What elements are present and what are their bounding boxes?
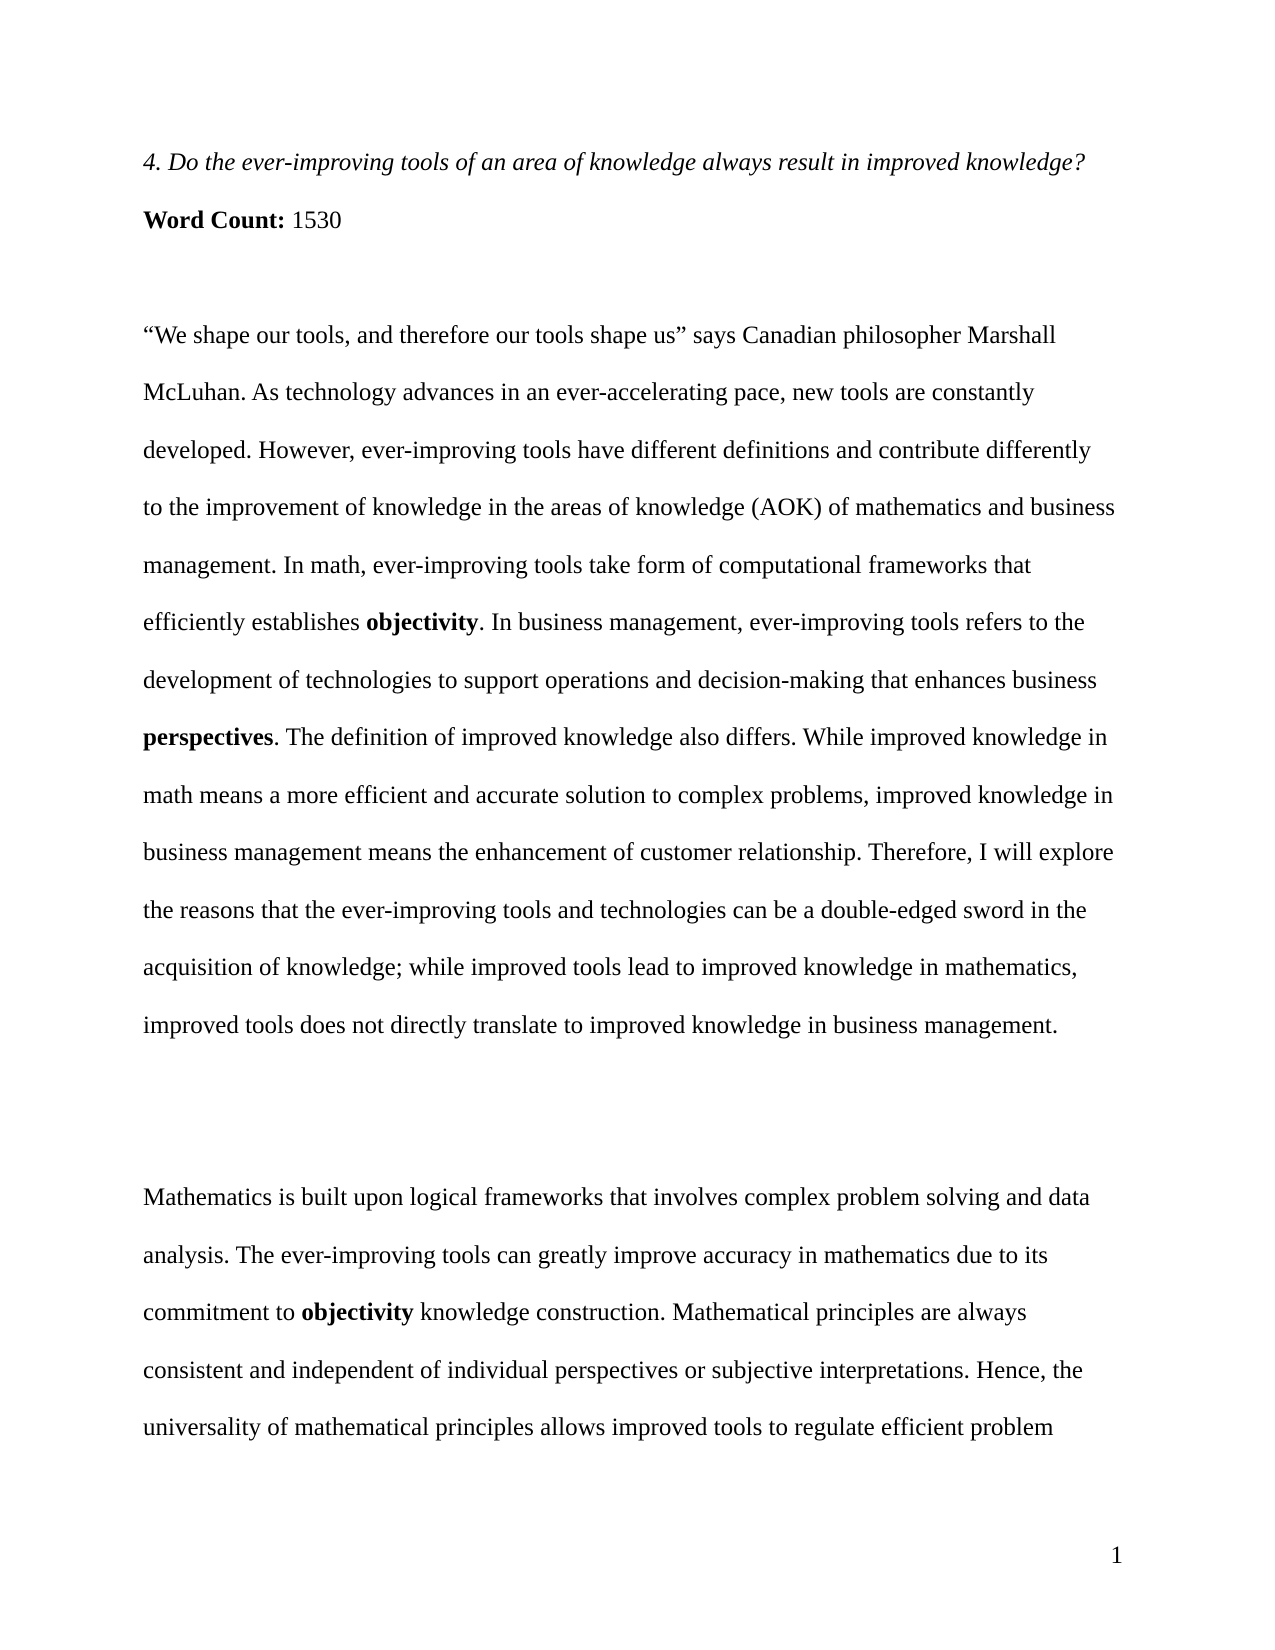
blank-line — [143, 249, 1133, 307]
text-line — [143, 594, 1133, 652]
text-run: the reasons that the ever-improving tools and technologies can be a double-edged sword in the — [143, 896, 1087, 924]
text-line — [143, 537, 1133, 595]
text-line — [143, 1227, 1133, 1285]
text-line — [143, 1169, 1133, 1227]
blank-line — [143, 1054, 1133, 1169]
text-line — [143, 364, 1133, 422]
text-line — [143, 1399, 1133, 1457]
text-line — [143, 882, 1133, 940]
text-line — [143, 479, 1133, 537]
text-line — [143, 422, 1133, 480]
text-run: analysis. The ever-improving tools can greatly improve accuracy in mathematics due to its — [143, 1241, 1049, 1269]
text-run: . In business management, ever-improving tools refers to the — [478, 609, 1085, 636]
text-line — [143, 767, 1133, 825]
text-line — [143, 1342, 1133, 1400]
text-run: consistent and independent of individual perspectives or subjective interpretations. Hence, the — [143, 1356, 1083, 1384]
text-line — [143, 1284, 1133, 1342]
key-term: objectivity — [366, 609, 479, 636]
text-run: commitment to — [143, 1299, 302, 1326]
word-count-line — [143, 192, 1133, 250]
document-content — [143, 134, 1133, 1457]
text-run: . The definition of improved knowledge also differs. While improved knowledge in — [273, 724, 1108, 751]
text-run: development of technologies to support operations and decision-making that enhances business — [143, 666, 1097, 694]
page-number: 1 — [1110, 1542, 1123, 1569]
text-run: acquisition of knowledge; while improved tools lead to improved knowledge in mathematics, — [143, 954, 1078, 981]
key-term: objectivity — [301, 1299, 414, 1326]
text-run: to the improvement of knowledge in the areas of knowledge (AOK) of mathematics and business — [143, 494, 1115, 521]
essay-body — [143, 307, 1133, 1457]
text-run: developed. However, ever-improving tools have different definitions and contribute differently — [143, 436, 1091, 464]
text-line — [143, 824, 1133, 882]
text-run: efficiently establishes — [143, 609, 367, 636]
text-run: knowledge construction. Mathematical principles are always — [413, 1299, 1027, 1326]
text-line — [143, 939, 1133, 997]
essay-title: 4. Do the ever-improving tools of an area of knowledge always result in improved knowledge? — [143, 149, 1086, 176]
text-line — [143, 652, 1133, 710]
word-count-value: 1530 — [285, 206, 342, 234]
text-run: Mathematics is built upon logical frameworks that involves complex problem solving and data — [143, 1184, 1091, 1211]
paragraph-introduction — [143, 307, 1133, 1055]
text-run: math means a more efficient and accurate solution to complex problems, improved knowledge in — [143, 781, 1114, 809]
text-run: improved tools does not directly translate to improved knowledge in business management. — [143, 1011, 1059, 1039]
text-run: management. In math, ever-improving tools take form of computational frameworks that — [143, 551, 1032, 579]
text-run: business management means the enhancement of customer relationship. Therefore, I will explore — [143, 839, 1114, 866]
text-run: “We shape our tools, and therefore our tools shape us” says Canadian philosopher Marshall — [143, 321, 1057, 349]
text-line — [143, 709, 1133, 767]
paragraph-mathematics-body — [143, 1169, 1133, 1457]
key-term: perspectives — [143, 724, 274, 751]
text-run: universality of mathematical principles allows improved tools to regulate efficient problem — [143, 1414, 1054, 1441]
word-count-label: Word Count: — [143, 206, 286, 234]
text-line — [143, 307, 1133, 365]
text-line — [143, 997, 1133, 1055]
text-run: McLuhan. As technology advances in an ever-accelerating pace, new tools are constantly — [143, 379, 1035, 406]
